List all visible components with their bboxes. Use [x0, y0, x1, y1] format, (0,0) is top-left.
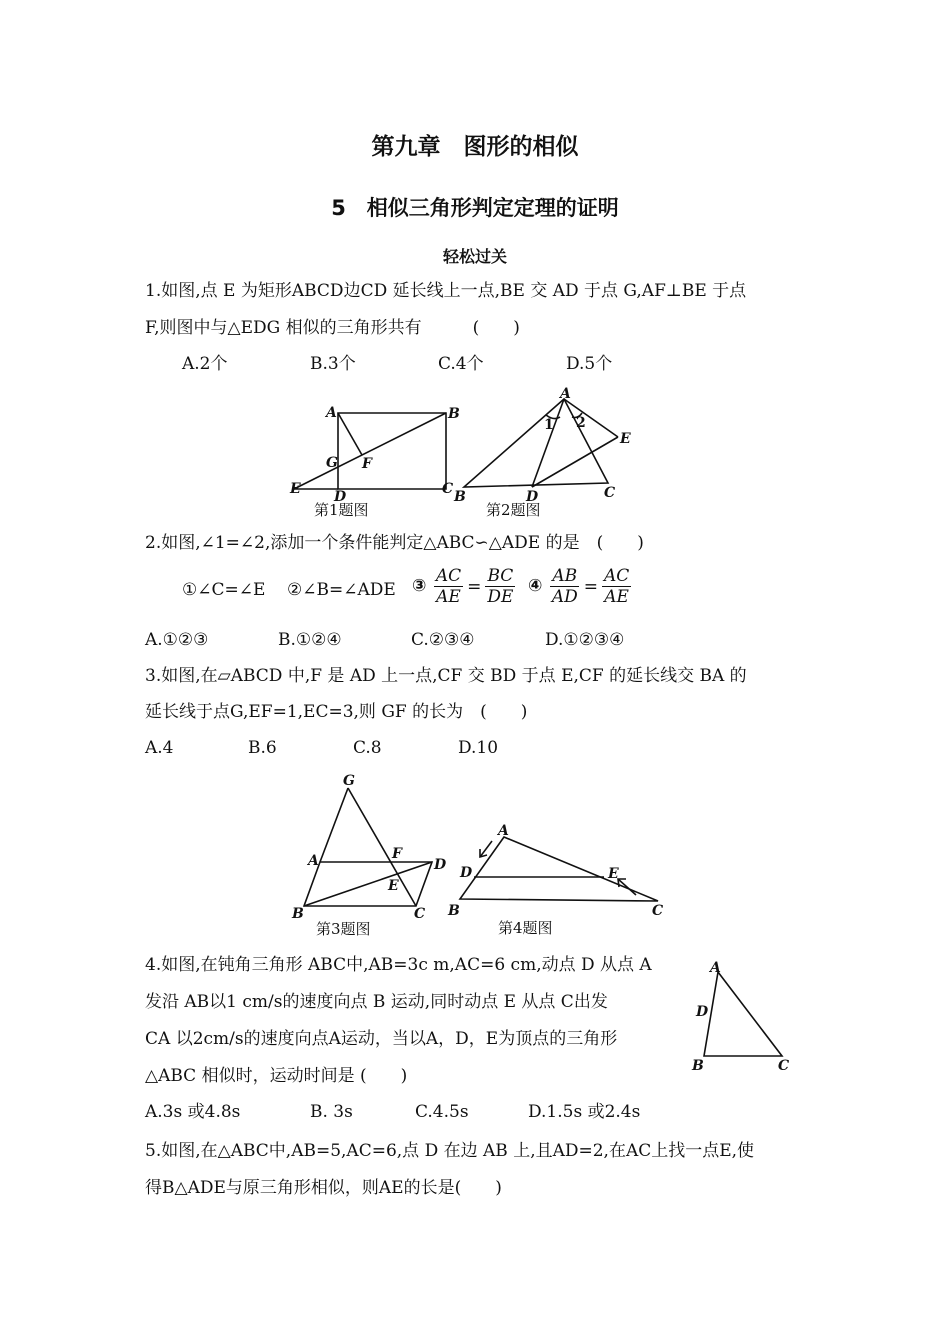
- q3-line1: 3.如图,在▱ABCD 中,F 是 AD 上一点,CF 交 BD 于点 E,CF 的延长线交 BA 的: [145, 666, 747, 686]
- fig2-label-c: C: [604, 485, 616, 501]
- fig3-label-f: F: [392, 846, 402, 862]
- fig4-caption: 第4题图: [498, 919, 553, 937]
- q2-cond3-frac-1: [434, 566, 463, 607]
- q2-cond3-num1: AC: [435, 566, 462, 586]
- q2-condition-2: ②∠B=∠ADE: [287, 580, 396, 600]
- segment-ae: [564, 399, 618, 437]
- q2-option-b: B.①②④: [278, 630, 342, 650]
- fig1-caption: 第1题图: [314, 501, 369, 519]
- q4-line4: △ABC 相似时，运动时间是 ( ): [145, 1066, 408, 1086]
- fig1-label-e: E: [290, 481, 301, 497]
- q2-cond4-den2: AE: [604, 587, 629, 607]
- fig1-label-g: G: [326, 455, 338, 471]
- q5-line1: 5.如图,在△ABC中,AB=5,AC=6,点 D 在边 AB 上,且AD=2,在AC上找一点E,使: [145, 1141, 755, 1161]
- subsection-title: 轻松过关: [442, 247, 507, 266]
- q2-cond3-den1: AE: [436, 587, 461, 607]
- q2-condition-1: ①∠C=∠E: [182, 580, 266, 600]
- segment-ga: [320, 788, 348, 862]
- q2-cond4-frac-1: [550, 566, 580, 607]
- q4-line3: CA 以2cm/s的速度向点A运动，当以A，D，E为顶点的三角形: [145, 1029, 618, 1049]
- q5-line2: 得B△ADE与原三角形相似，则AE的长是( ): [145, 1178, 502, 1198]
- fig3-label-e: E: [388, 878, 399, 894]
- rectangle-abcd: [338, 413, 446, 489]
- fig3-label-a: A: [308, 853, 319, 869]
- fig5-label-a: A: [710, 960, 721, 976]
- q2-cond3-eq: =: [467, 576, 482, 597]
- q2-cond4-eq: =: [583, 576, 598, 597]
- q2-cond4-num2: AC: [603, 566, 630, 586]
- fig4-label-a: A: [498, 823, 509, 839]
- q4-option-a: A.3s 或4.8s: [145, 1102, 241, 1122]
- q2-cond3-num2: BC: [487, 566, 514, 586]
- q2-option-d: D.①②③④: [545, 630, 625, 650]
- chapter-title: 第九章 图形的相似: [371, 134, 579, 160]
- fig1-label-c: C: [442, 481, 454, 497]
- fig5-label-b: B: [692, 1058, 704, 1074]
- q2-cond3-frac-2: [485, 566, 515, 607]
- q1-option-a: A.2个: [182, 354, 228, 374]
- fig5-label-c: C: [778, 1058, 790, 1074]
- fig3-label-b: B: [292, 906, 304, 922]
- q3-line2: 延长线于点G,EF=1,EC=3,则 GF 的长为 ( ): [145, 702, 528, 722]
- q1-line2: F,则图中与△EDG 相似的三角形共有 ( ): [145, 318, 520, 338]
- q3-option-c: C.8: [353, 738, 382, 758]
- arrow-e-shaft: [618, 879, 636, 895]
- fig1-label-a: A: [326, 405, 337, 421]
- fig3-label-c: C: [414, 906, 426, 922]
- fig5-label-d: D: [696, 1004, 709, 1020]
- fig3-label-g: G: [343, 773, 355, 789]
- fig1-label-d: D: [334, 489, 347, 505]
- fig2-label-1: 1: [544, 417, 554, 433]
- q4-line2: 发沿 AB以1 cm/s的速度向点 B 运动,同时动点 E 从点 C出发: [145, 992, 608, 1012]
- q4-option-c: C.4.5s: [415, 1102, 469, 1122]
- figure-q4-triangle: [680, 950, 800, 1080]
- figure-1: [286, 395, 461, 520]
- fig2-label-b: B: [454, 489, 466, 505]
- figure-3: [286, 770, 456, 940]
- q2-cond4-frac-2: [602, 566, 631, 607]
- segment-eb: [294, 413, 446, 489]
- fig2-label-d: D: [526, 489, 539, 505]
- fig3-caption: 第3题图: [316, 920, 371, 938]
- q1-option-c: C.4个: [438, 354, 484, 374]
- fig2-label-a: A: [560, 386, 571, 402]
- q3-option-d: D.10: [458, 738, 499, 758]
- fig1-label-b: B: [448, 406, 460, 422]
- q1-option-d: D.5个: [566, 354, 613, 374]
- q2-cond4-den1: AD: [551, 587, 578, 607]
- segment-de: [532, 437, 618, 487]
- triangle-abc: [704, 972, 782, 1056]
- fig4-label-b: B: [448, 903, 460, 919]
- q4-line1: 4.如图,在钝角三角形 ABC中,AB=3c m,AC=6 cm,动点 D 从点 A: [145, 955, 652, 975]
- q1-option-b: B.3个: [310, 354, 356, 374]
- triangle-abc: [460, 837, 658, 901]
- q2-condition-3-mark: ③: [412, 576, 427, 596]
- q2-option-c: C.②③④: [411, 630, 475, 650]
- q4-option-d: D.1.5s 或2.4s: [528, 1102, 641, 1122]
- q2-condition-4: [528, 566, 633, 607]
- q1-line1: 1.如图,点 E 为矩形ABCD边CD 延长线上一点,BE 交 AD 于点 G,AF⊥BE 于点: [145, 281, 747, 301]
- fig2-label-2: 2: [576, 415, 586, 431]
- q2-condition-4-mark: ④: [528, 576, 543, 596]
- fig4-label-c: C: [652, 903, 664, 919]
- q2-cond3-den2: DE: [487, 587, 514, 607]
- figure-2: [450, 385, 640, 520]
- q4-option-b: B. 3s: [310, 1102, 353, 1122]
- q2-line1: 2.如图,∠1=∠2,添加一个条件能判定△ABC∽△ADE 的是 ( ): [145, 533, 644, 553]
- fig2-caption: 第2题图: [486, 501, 541, 519]
- figure-4: [440, 815, 680, 940]
- section-title: 5 相似三角形判定定理的证明: [331, 196, 619, 220]
- q3-option-b: B.6: [248, 738, 277, 758]
- q2-condition-3: [412, 566, 517, 607]
- fig2-label-e: E: [620, 431, 631, 447]
- segment-gc: [348, 788, 416, 906]
- q2-option-a: A.①②③: [145, 630, 209, 650]
- fig3-label-d: D: [434, 857, 447, 873]
- q2-cond4-num1: AB: [552, 566, 578, 586]
- q3-option-a: A.4: [145, 738, 174, 758]
- fig4-label-d: D: [460, 865, 473, 881]
- fig4-label-e: E: [608, 866, 619, 882]
- segment-af: [338, 413, 362, 455]
- fig1-label-f: F: [362, 456, 372, 472]
